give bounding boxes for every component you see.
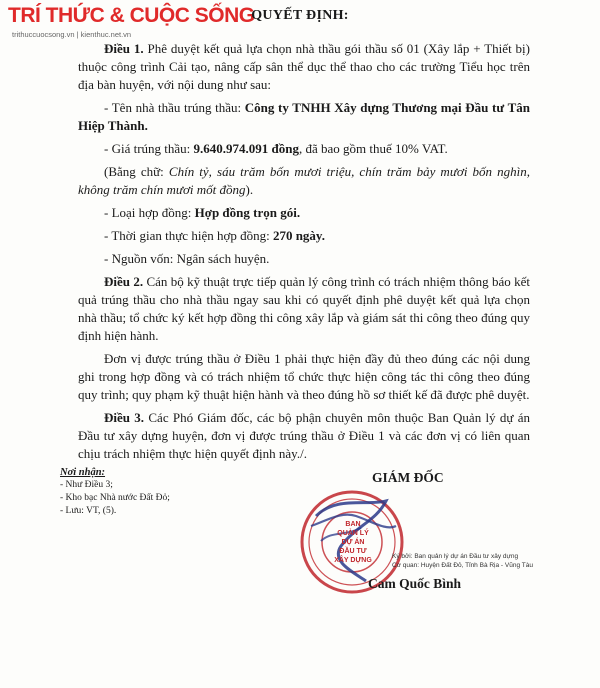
signer-title: GIÁM ĐỐC xyxy=(372,470,444,485)
recipient-item: - Lưu: VT, (5). xyxy=(60,506,117,516)
article-3-label: Điều 3. xyxy=(104,410,145,425)
stamp-line: DỰ ÁN xyxy=(341,539,365,546)
price-words-line xyxy=(78,163,530,199)
winner-value: Công ty TNHH Xây dựng Thương mại Đầu tư Tân Hiệp Thành. xyxy=(78,100,530,133)
price-line xyxy=(78,140,530,158)
document-body xyxy=(78,40,530,468)
stamp-line: QUẢN LÝ xyxy=(337,530,369,537)
price-words-value: Chín tỷ, sáu trăm bốn mươi triệu, chín trăm bảy mươi bốn nghìn, không trăm chín mươi mốt đồng xyxy=(78,164,531,197)
price-words-close: ). xyxy=(245,182,254,197)
signing-agency: Cơ quan: Huyện Đất Đỏ, Tỉnh Bà Rịa - Vũng Tàu xyxy=(392,562,533,569)
article-3-text: Các Phó Giám đốc, các bộ phận chuyên môn thuộc Ban Quản lý dự án Đầu tư xây dựng huyện, đơn vị được trúng thầu ở Điều 1 và các đơn vị có liên quan chịu trách nhiệm thực hiện quyết định này./. xyxy=(78,410,531,461)
article-1-label: Điều 1. xyxy=(104,41,144,56)
recipients-block xyxy=(60,466,260,518)
recipients-heading: Nơi nhận: xyxy=(60,467,106,478)
stamp-line: ĐẦU TƯ xyxy=(339,548,367,555)
article-2 xyxy=(78,273,530,345)
duration-value: 270 ngày. xyxy=(272,228,325,243)
winner-line xyxy=(78,99,530,135)
stamp-text xyxy=(310,520,396,565)
duration-line xyxy=(78,227,530,245)
stamp-line: XÂY DỰNG xyxy=(334,557,372,564)
price-value: 9.640.974.091 đồng xyxy=(193,141,300,156)
contract-label: - Loại hợp đồng: xyxy=(104,205,192,220)
article-2-text: Cán bộ kỹ thuật trực tiếp quản lý công trình có trách nhiệm thông báo kết quả trúng thầu cho nhà thầu ngay sau khi có quyết định phê duyệt kết quả lựa chọn nhà thầu; tổ chức ký kết hợp đồng thi công xây lắp và giám sát thi công theo đúng quy định hiện hành. xyxy=(78,274,530,343)
duration-label: - Thời gian thực hiện hợp đồng: xyxy=(104,228,270,243)
stamp-line: BAN xyxy=(345,521,361,528)
price-suffix: , đã bao gồm thuế 10% VAT. xyxy=(299,141,448,156)
logo-wordmark: TRÍ THỨC & CUỘC SỐNG xyxy=(8,4,255,27)
signer-name: Cam Quốc Bình xyxy=(368,576,462,591)
contract-line xyxy=(78,204,530,222)
digital-signature-note xyxy=(392,552,582,570)
contract-value: Hợp đồng trọn gói. xyxy=(194,205,301,220)
article-3 xyxy=(78,409,530,463)
recipient-item: - Kho bạc Nhà nước Đất Đỏ; xyxy=(60,493,170,503)
article-1-text: Phê duyệt kết quả lựa chọn nhà thầu gói thầu số 01 (Xây lắp + Thiết bị) thuộc công trình Cải tạo, nâng cấp sân thể dục thể thao cho các trường Tiểu học trên địa bàn huyện, với nội dung như sau: xyxy=(78,41,531,92)
fund-line: - Nguồn vốn: Ngân sách huyện. xyxy=(104,251,270,266)
document-title: QUYẾT ĐỊNH: xyxy=(251,8,349,23)
article-1 xyxy=(78,40,530,94)
signed-by: Ký bởi: Ban quản lý dự án Đầu tư xây dựng xyxy=(392,553,519,560)
logo-urls: trithuccuocsong.vn | kienthuc.net.vn xyxy=(12,30,132,39)
recipient-item: - Như Điều 3; xyxy=(60,480,113,490)
price-label: - Giá trúng thầu: xyxy=(104,141,191,156)
article-2-label: Điều 2. xyxy=(104,274,144,289)
winner-label: - Tên nhà thầu trúng thầu: xyxy=(104,100,242,115)
article-2-paragraph-2: Đơn vị được trúng thầu ở Điều 1 phải thực hiện đầy đủ theo đúng các nội dung ghi trong hợp đồng và có trách nhiệm tổ chức thực hiện công tác thi công theo đúng quy trình; quy phạm kỹ thuật hiện hành và theo đúng hồ sơ thiết kế đã được phê duyệt. xyxy=(78,351,530,402)
price-words-open: (Bằng chữ: xyxy=(104,164,164,179)
